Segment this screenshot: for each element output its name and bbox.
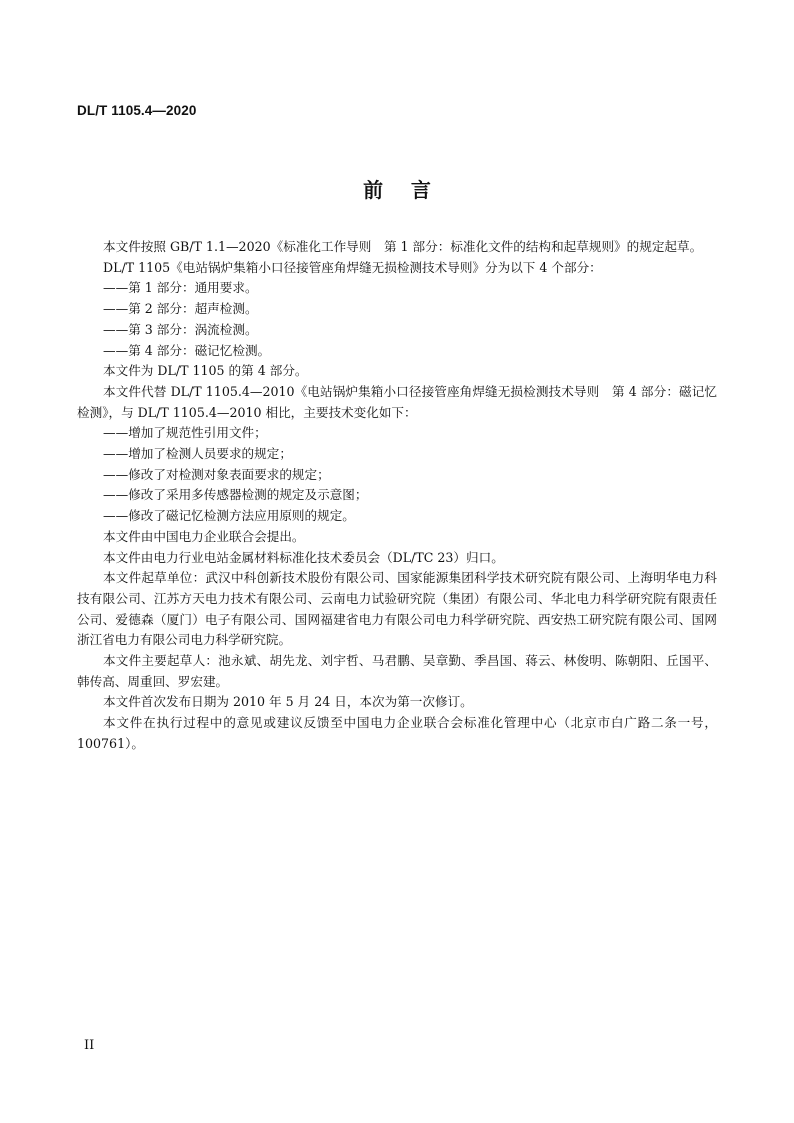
paragraph: 本文件主要起草人：池永斌、胡先龙、刘宇哲、马君鹏、吴章勤、季昌国、蒋云、林俊明、陈朝阳、丘国平、韩传高、周重回、罗宏建。: [77, 653, 717, 689]
list-item: ——增加了检测人员要求的规定；: [103, 446, 292, 462]
paragraph: 本文件起草单位：武汉中科创新技术股份有限公司、国家能源集团科学技术研究院有限公司、上海明华电力科技有限公司、江苏方天电力技术有限公司、云南电力试验研究院（集团）有限公司、华北电力科学研究院有限责任公司、爱德森（厦门）电子有限公司、国网福建省电力有限公司电力科学研究院、西安热工研究院有限公司、国网浙江省电力有限公司电力科学研究院。: [77, 570, 717, 648]
foreword-body: [77, 237, 717, 755]
list-item: ——修改了采用多传感器检测的规定及示意图；: [103, 487, 368, 503]
page-title: 前 言: [363, 178, 431, 202]
paragraph: DL/T 1105《电站锅炉集箱小口径接管座角焊缝无损检测技术导则》分为以下 4 个部分：: [103, 259, 602, 275]
paragraph: 本文件在执行过程中的意见或建议反馈至中国电力企业联合会标准化管理中心（北京市白广路二条一号，100761）。: [77, 715, 717, 751]
list-item: ——修改了对检测对象表面要求的规定；: [103, 466, 330, 482]
list-item: ——增加了规范性引用文件；: [103, 425, 267, 441]
list-item: ——第 4 部分：磁记忆检测。: [103, 342, 271, 358]
paragraph: 本文件为 DL/T 1105 的第 4 部分。: [103, 363, 308, 379]
paragraph: 本文件由电力行业电站金属材料标准化技术委员会（DL/TC 23）归口。: [103, 549, 504, 565]
paragraph: 本文件代替 DL/T 1105.4—2010《电站锅炉集箱小口径接管座角焊缝无损检测技术导则 第 4 部分：磁记忆检测》，与 DL/T 1105.4—2010 相比，主要技术变化如下：: [77, 383, 717, 420]
list-item: ——第 3 部分：涡流检测。: [103, 321, 258, 337]
paragraph: 本文件按照 GB/T 1.1—2020《标准化工作导则 第 1 部分：标准化文件的结构和起草规则》的规定起草。: [103, 239, 703, 254]
paragraph: 本文件首次发布日期为 2010 年 5 月 24 日，本次为第一次修订。: [103, 694, 473, 710]
list-item: ——修改了磁记忆检测方法应用原则的规定。: [103, 508, 355, 524]
list-item: ——第 1 部分：通用要求。: [103, 280, 258, 296]
page-number: II: [84, 1038, 95, 1053]
standard-code: DL/T 1105.4—2020: [77, 103, 197, 118]
paragraph: 本文件由中国电力企业联合会提出。: [103, 528, 305, 544]
list-item: ——第 2 部分：超声检测。: [103, 301, 258, 317]
